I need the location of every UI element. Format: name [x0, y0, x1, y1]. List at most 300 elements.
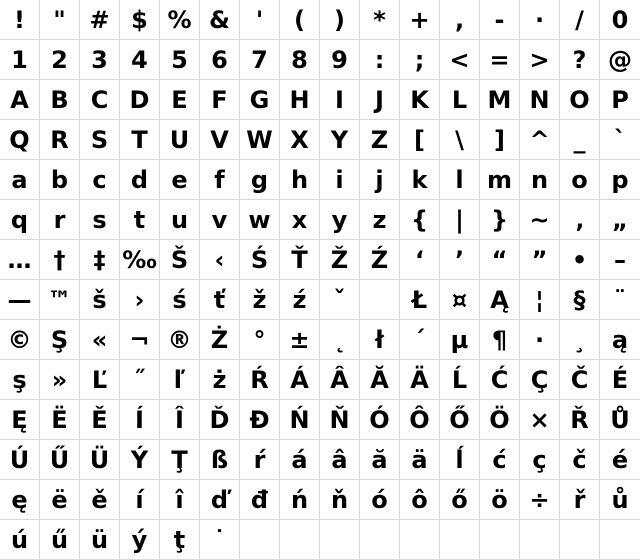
glyph-cell[interactable]: [160, 440, 200, 480]
glyph-cell[interactable]: [480, 360, 520, 400]
glyph-character: D: [129, 85, 150, 114]
glyph-cell[interactable]: [80, 160, 120, 200]
glyph-cell[interactable]: [560, 320, 600, 360]
glyph-cell[interactable]: [80, 280, 120, 320]
glyph-cell[interactable]: [240, 0, 280, 40]
glyph-cell[interactable]: [280, 40, 320, 80]
glyph-character: á: [291, 445, 308, 474]
glyph-cell[interactable]: [40, 440, 80, 480]
glyph-character: Ç: [530, 365, 549, 394]
glyph-character: m: [486, 165, 512, 194]
glyph-cell[interactable]: [520, 240, 560, 280]
glyph-cell[interactable]: [440, 0, 480, 40]
glyph-character: Ü: [89, 445, 110, 474]
glyph-cell[interactable]: [360, 80, 400, 120]
glyph-cell[interactable]: [520, 200, 560, 240]
glyph-cell[interactable]: [120, 240, 160, 280]
glyph-cell[interactable]: [160, 40, 200, 80]
glyph-cell[interactable]: [320, 400, 360, 440]
glyph-cell[interactable]: [360, 280, 400, 320]
glyph-character: ß: [210, 445, 229, 474]
glyph-cell[interactable]: [560, 40, 600, 80]
glyph-cell[interactable]: [480, 320, 520, 360]
glyph-cell[interactable]: [400, 0, 440, 40]
glyph-cell[interactable]: [440, 160, 480, 200]
glyph-cell[interactable]: [120, 40, 160, 80]
glyph-cell[interactable]: [400, 40, 440, 80]
glyph-cell[interactable]: [0, 400, 40, 440]
glyph-cell[interactable]: [240, 80, 280, 120]
glyph-cell[interactable]: [120, 320, 160, 360]
glyph-cell[interactable]: [480, 120, 520, 160]
glyph-character: §: [573, 285, 586, 314]
glyph-cell[interactable]: [400, 160, 440, 200]
glyph-character: ;: [414, 45, 425, 74]
glyph-cell[interactable]: [0, 160, 40, 200]
glyph-cell[interactable]: [400, 280, 440, 320]
glyph-cell[interactable]: [320, 200, 360, 240]
glyph-cell[interactable]: [0, 120, 40, 160]
glyph-cell[interactable]: [160, 360, 200, 400]
glyph-cell[interactable]: [360, 160, 400, 200]
glyph-cell[interactable]: [120, 160, 160, 200]
glyph-cell[interactable]: [360, 120, 400, 160]
glyph-cell[interactable]: [80, 360, 120, 400]
glyph-character: E: [171, 85, 188, 114]
glyph-cell[interactable]: [0, 240, 40, 280]
glyph-character: u: [170, 205, 189, 234]
glyph-cell[interactable]: [240, 200, 280, 240]
glyph-cell[interactable]: [240, 480, 280, 520]
glyph-cell[interactable]: [320, 0, 360, 40]
glyph-cell[interactable]: [600, 400, 640, 440]
glyph-cell[interactable]: [280, 400, 320, 440]
glyph-cell[interactable]: [520, 480, 560, 520]
glyph-character: Q: [9, 125, 30, 154]
glyph-cell[interactable]: [160, 400, 200, 440]
glyph-character: č: [572, 445, 587, 474]
glyph-cell[interactable]: [240, 240, 280, 280]
glyph-cell[interactable]: [480, 440, 520, 480]
glyph-cell[interactable]: [400, 240, 440, 280]
glyph-cell[interactable]: [520, 360, 560, 400]
glyph-cell[interactable]: [400, 120, 440, 160]
glyph-character: ,: [454, 5, 465, 34]
glyph-character: ő: [451, 485, 468, 514]
glyph-character: -: [494, 5, 505, 34]
glyph-cell[interactable]: [320, 440, 360, 480]
glyph-character: z: [372, 205, 387, 234]
glyph-character: ţ: [173, 525, 186, 554]
glyph-character: ř: [573, 485, 586, 514]
glyph-cell[interactable]: [280, 120, 320, 160]
glyph-character: ď: [210, 485, 229, 514]
glyph-cell[interactable]: [120, 360, 160, 400]
glyph-cell[interactable]: [560, 200, 600, 240]
glyph-cell[interactable]: [40, 480, 80, 520]
glyph-cell[interactable]: [480, 280, 520, 320]
glyph-cell[interactable]: [200, 520, 240, 560]
glyph-cell[interactable]: [600, 80, 640, 120]
glyph-cell[interactable]: [240, 360, 280, 400]
glyph-cell[interactable]: [80, 200, 120, 240]
glyph-cell[interactable]: [0, 280, 40, 320]
glyph-cell[interactable]: [400, 480, 440, 520]
glyph-cell[interactable]: [160, 120, 200, 160]
glyph-character: v: [211, 205, 228, 234]
glyph-character: 7: [251, 45, 268, 74]
glyph-cell[interactable]: [520, 120, 560, 160]
glyph-cell[interactable]: [400, 360, 440, 400]
glyph-cell[interactable]: [80, 400, 120, 440]
glyph-character: š: [92, 285, 107, 314]
glyph-cell[interactable]: [0, 320, 40, 360]
glyph-character: ó: [371, 485, 388, 514]
glyph-cell[interactable]: [440, 120, 480, 160]
glyph-cell[interactable]: [0, 360, 40, 400]
glyph-character: 4: [131, 45, 148, 74]
glyph-character: •: [571, 245, 588, 274]
glyph-cell[interactable]: [440, 80, 480, 120]
glyph-character: ą: [611, 325, 629, 354]
glyph-cell[interactable]: [360, 200, 400, 240]
glyph-cell[interactable]: [120, 200, 160, 240]
glyph-cell[interactable]: [320, 480, 360, 520]
glyph-cell[interactable]: [440, 200, 480, 240]
glyph-cell[interactable]: [40, 520, 80, 560]
glyph-cell[interactable]: [560, 0, 600, 40]
glyph-cell[interactable]: [240, 440, 280, 480]
glyph-cell[interactable]: [80, 320, 120, 360]
glyph-cell[interactable]: [200, 0, 240, 40]
glyph-character: Ł: [411, 285, 428, 314]
glyph-cell[interactable]: [440, 280, 480, 320]
glyph-cell[interactable]: [200, 80, 240, 120]
glyph-cell[interactable]: [600, 480, 640, 520]
glyph-cell[interactable]: [560, 520, 600, 560]
glyph-character: ›: [134, 285, 145, 314]
glyph-character: Ě: [91, 405, 108, 434]
glyph-cell[interactable]: [240, 400, 280, 440]
glyph-cell[interactable]: [160, 520, 200, 560]
glyph-cell[interactable]: [320, 240, 360, 280]
glyph-character: i: [335, 165, 344, 194]
glyph-character: đ: [250, 485, 269, 514]
glyph-cell[interactable]: [40, 160, 80, 200]
glyph-character: ć: [492, 445, 507, 474]
glyph-character: A: [10, 85, 29, 114]
glyph-cell[interactable]: [520, 0, 560, 40]
glyph-cell[interactable]: [0, 0, 40, 40]
glyph-cell[interactable]: [400, 440, 440, 480]
glyph-cell[interactable]: [200, 240, 240, 280]
glyph-character: Ż: [210, 325, 229, 354]
glyph-cell[interactable]: [560, 80, 600, 120]
glyph-cell[interactable]: [160, 0, 200, 40]
glyph-cell[interactable]: [320, 280, 360, 320]
glyph-cell[interactable]: [0, 200, 40, 240]
glyph-cell[interactable]: [400, 320, 440, 360]
glyph-cell[interactable]: [560, 440, 600, 480]
glyph-cell[interactable]: [40, 240, 80, 280]
glyph-cell[interactable]: [280, 480, 320, 520]
glyph-cell[interactable]: [80, 80, 120, 120]
glyph-cell[interactable]: [360, 0, 400, 40]
glyph-cell[interactable]: [120, 480, 160, 520]
glyph-character: ‚: [574, 205, 585, 234]
glyph-cell[interactable]: [120, 80, 160, 120]
glyph-cell[interactable]: [80, 40, 120, 80]
glyph-cell[interactable]: [280, 440, 320, 480]
glyph-cell[interactable]: [280, 280, 320, 320]
glyph-cell[interactable]: [480, 200, 520, 240]
glyph-cell[interactable]: [240, 160, 280, 200]
glyph-character: É: [611, 365, 629, 394]
glyph-character: c: [92, 165, 107, 194]
glyph-cell[interactable]: [200, 120, 240, 160]
glyph-character: 9: [331, 45, 348, 74]
glyph-character: P: [611, 85, 629, 114]
glyph-cell[interactable]: [600, 280, 640, 320]
glyph-cell[interactable]: [440, 40, 480, 80]
glyph-cell[interactable]: [200, 40, 240, 80]
glyph-cell[interactable]: [520, 440, 560, 480]
glyph-character: #: [89, 5, 110, 34]
glyph-character: L: [451, 85, 468, 114]
glyph-character: 1: [11, 45, 28, 74]
glyph-cell[interactable]: [560, 360, 600, 400]
glyph-character: Ý: [130, 445, 149, 474]
glyph-character: Ž: [330, 245, 349, 274]
glyph-cell[interactable]: [560, 280, 600, 320]
glyph-cell[interactable]: [400, 400, 440, 440]
glyph-cell[interactable]: [40, 0, 80, 40]
glyph-cell[interactable]: [200, 360, 240, 400]
glyph-cell[interactable]: [200, 400, 240, 440]
glyph-cell[interactable]: [120, 120, 160, 160]
glyph-cell[interactable]: [40, 320, 80, 360]
glyph-cell[interactable]: [320, 320, 360, 360]
glyph-cell[interactable]: [480, 80, 520, 120]
glyph-cell[interactable]: [160, 160, 200, 200]
glyph-cell[interactable]: [600, 0, 640, 40]
glyph-cell[interactable]: [480, 400, 520, 440]
glyph-character: h: [290, 165, 309, 194]
glyph-cell[interactable]: [80, 480, 120, 520]
glyph-cell[interactable]: [80, 440, 120, 480]
glyph-cell[interactable]: [360, 520, 400, 560]
glyph-cell[interactable]: [440, 480, 480, 520]
glyph-cell[interactable]: [480, 520, 520, 560]
glyph-character: ű: [50, 525, 69, 554]
glyph-character: *: [373, 5, 386, 34]
glyph-cell[interactable]: [360, 240, 400, 280]
glyph-character: N: [529, 85, 550, 114]
glyph-character: n: [530, 165, 549, 194]
glyph-cell[interactable]: [120, 400, 160, 440]
glyph-cell[interactable]: [600, 160, 640, 200]
glyph-cell[interactable]: [440, 440, 480, 480]
glyph-character: Ę: [11, 405, 28, 434]
glyph-character: «: [91, 325, 108, 354]
glyph-character: ş: [12, 365, 27, 394]
glyph-cell[interactable]: [480, 480, 520, 520]
glyph-character: b: [50, 165, 69, 194]
glyph-character: Ĺ: [451, 365, 468, 394]
glyph-character: Ë: [51, 405, 68, 434]
glyph-character: ©: [7, 325, 32, 354]
glyph-cell[interactable]: [80, 120, 120, 160]
glyph-cell[interactable]: [600, 360, 640, 400]
glyph-cell[interactable]: [520, 160, 560, 200]
glyph-cell[interactable]: [600, 40, 640, 80]
glyph-cell[interactable]: [160, 480, 200, 520]
glyph-cell[interactable]: [160, 240, 200, 280]
glyph-cell[interactable]: [0, 480, 40, 520]
glyph-cell[interactable]: [360, 440, 400, 480]
glyph-character: Ŕ: [250, 365, 269, 394]
glyph-cell[interactable]: [320, 80, 360, 120]
glyph-character: 8: [291, 45, 308, 74]
glyph-cell[interactable]: [280, 0, 320, 40]
glyph-cell[interactable]: [320, 360, 360, 400]
glyph-cell[interactable]: [320, 120, 360, 160]
glyph-cell[interactable]: [280, 160, 320, 200]
glyph-cell[interactable]: [520, 280, 560, 320]
glyph-cell[interactable]: [360, 320, 400, 360]
glyph-cell[interactable]: [0, 80, 40, 120]
glyph-cell[interactable]: [440, 520, 480, 560]
glyph-character: ’: [454, 245, 465, 274]
glyph-cell[interactable]: [200, 440, 240, 480]
glyph-cell[interactable]: [200, 280, 240, 320]
glyph-cell[interactable]: [560, 240, 600, 280]
glyph-cell[interactable]: [240, 120, 280, 160]
glyph-cell[interactable]: [40, 120, 80, 160]
glyph-cell[interactable]: [520, 400, 560, 440]
glyph-cell[interactable]: [360, 400, 400, 440]
glyph-cell[interactable]: [560, 160, 600, 200]
glyph-cell[interactable]: [360, 480, 400, 520]
glyph-cell[interactable]: [320, 520, 360, 560]
glyph-cell[interactable]: [320, 40, 360, 80]
glyph-cell[interactable]: [560, 400, 600, 440]
glyph-cell[interactable]: [280, 240, 320, 280]
glyph-cell[interactable]: [120, 440, 160, 480]
glyph-cell[interactable]: [600, 120, 640, 160]
glyph-cell[interactable]: [200, 480, 240, 520]
glyph-cell[interactable]: [240, 40, 280, 80]
glyph-cell[interactable]: [400, 80, 440, 120]
glyph-cell[interactable]: [560, 120, 600, 160]
glyph-cell[interactable]: [40, 80, 80, 120]
glyph-cell[interactable]: [400, 520, 440, 560]
glyph-cell[interactable]: [200, 160, 240, 200]
glyph-cell[interactable]: [600, 200, 640, 240]
glyph-cell[interactable]: [520, 40, 560, 80]
glyph-cell[interactable]: [600, 440, 640, 480]
glyph-character: Ű: [49, 445, 70, 474]
glyph-cell[interactable]: [520, 80, 560, 120]
glyph-character: ¶: [491, 325, 508, 354]
glyph-cell[interactable]: [440, 320, 480, 360]
glyph-cell[interactable]: [240, 520, 280, 560]
glyph-character: ?: [572, 45, 587, 74]
glyph-cell[interactable]: [240, 280, 280, 320]
glyph-character: k: [411, 165, 428, 194]
glyph-cell[interactable]: [480, 0, 520, 40]
glyph-cell[interactable]: [160, 200, 200, 240]
glyph-cell[interactable]: [600, 240, 640, 280]
glyph-cell[interactable]: [280, 200, 320, 240]
glyph-character: f: [214, 165, 225, 194]
glyph-cell[interactable]: [40, 360, 80, 400]
glyph-cell[interactable]: [0, 520, 40, 560]
glyph-character: Ň: [329, 405, 350, 434]
glyph-cell[interactable]: [160, 280, 200, 320]
glyph-cell[interactable]: [0, 440, 40, 480]
glyph-cell[interactable]: [240, 320, 280, 360]
glyph-cell[interactable]: [520, 520, 560, 560]
glyph-cell[interactable]: [0, 40, 40, 80]
glyph-cell[interactable]: [200, 320, 240, 360]
glyph-cell[interactable]: [40, 40, 80, 80]
glyph-cell[interactable]: [80, 520, 120, 560]
glyph-cell[interactable]: [80, 0, 120, 40]
glyph-character: ·: [534, 325, 545, 354]
glyph-character: K: [410, 85, 429, 114]
glyph-cell[interactable]: [560, 480, 600, 520]
glyph-character: Î: [175, 405, 184, 434]
glyph-cell[interactable]: [480, 160, 520, 200]
glyph-cell[interactable]: [440, 360, 480, 400]
glyph-cell[interactable]: [320, 160, 360, 200]
glyph-cell[interactable]: [280, 360, 320, 400]
glyph-character: „: [612, 205, 628, 234]
glyph-character: ”: [531, 245, 548, 274]
glyph-cell[interactable]: [440, 240, 480, 280]
glyph-cell[interactable]: [400, 200, 440, 240]
glyph-cell[interactable]: [280, 80, 320, 120]
glyph-character: ™: [47, 285, 72, 314]
glyph-cell[interactable]: [600, 320, 640, 360]
glyph-cell[interactable]: [480, 40, 520, 80]
glyph-cell[interactable]: [40, 280, 80, 320]
glyph-cell[interactable]: [120, 280, 160, 320]
glyph-character: ł: [375, 325, 384, 354]
glyph-cell[interactable]: [160, 320, 200, 360]
glyph-cell[interactable]: [280, 320, 320, 360]
glyph-cell[interactable]: [520, 320, 560, 360]
glyph-cell[interactable]: [200, 200, 240, 240]
glyph-cell[interactable]: [80, 240, 120, 280]
glyph-cell[interactable]: [40, 200, 80, 240]
glyph-character: t: [133, 205, 146, 234]
glyph-cell[interactable]: [360, 40, 400, 80]
glyph-cell[interactable]: [600, 520, 640, 560]
glyph-cell[interactable]: [440, 400, 480, 440]
glyph-cell[interactable]: [280, 520, 320, 560]
glyph-cell[interactable]: [160, 80, 200, 120]
glyph-cell[interactable]: [120, 0, 160, 40]
glyph-cell[interactable]: [480, 240, 520, 280]
glyph-character: …: [7, 245, 32, 274]
glyph-cell[interactable]: [120, 520, 160, 560]
glyph-cell[interactable]: [40, 400, 80, 440]
glyph-character: {: [410, 205, 429, 234]
glyph-cell[interactable]: [360, 360, 400, 400]
glyph-character: ‹: [214, 245, 225, 274]
